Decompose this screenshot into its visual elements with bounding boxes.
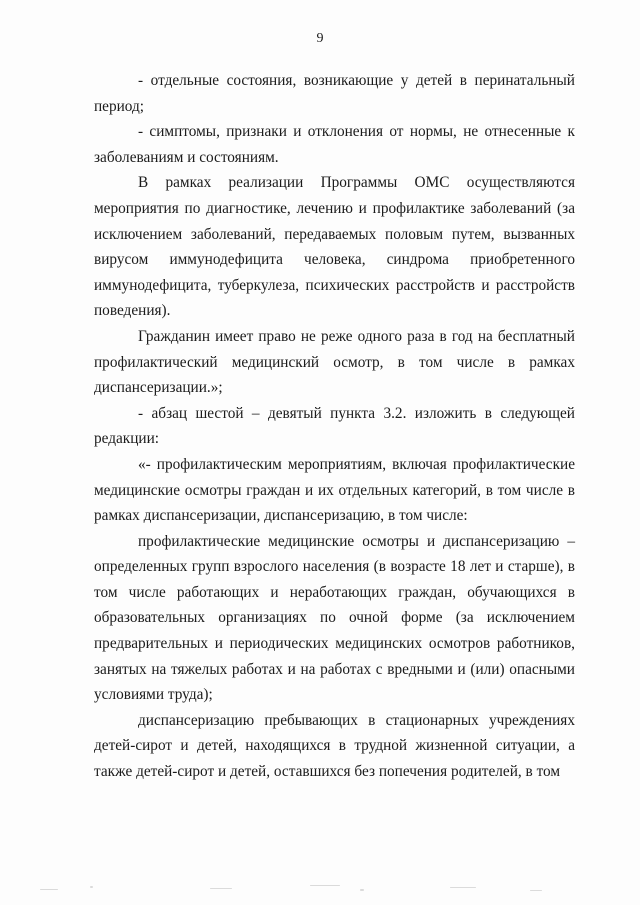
document-body [94,68,575,785]
paragraph-orphans-screening: диспансеризацию пребывающих в стационарных учреждениях детей-сирот и детей, находящихся в трудной жизненной ситуации, а также детей-сирот и детей, оставшихся без попечения родителей, в том [94,711,575,781]
paragraph-preventive-measures: «- профилактическим мероприятиям, включая профилактические медицинские осмотры граждан и их отдельных категорий, в том числе в рамках диспансеризации, диспансеризацию, в том числе: [94,455,575,525]
paragraph-perinatal: - отдельные состояния, возникающие у детей в перинатальный период; [94,72,575,115]
paragraph-oms-program: В рамках реализации Программы ОМС осуществляются мероприятия по диагностике, лечению и профилактике заболеваний (за исключением заболеваний, передаваемых половым путем, вызванных вирусом иммунодефицита человека, синдрома приобретенного иммунодефицита, туберкулеза, психических расстройств и расстройств поведения). [94,174,575,320]
paragraph-citizen-right: Гражданин имеет право не реже одного раза в год на бесплатный профилактический медицинский осмотр, в том числе в рамках диспансеризации.»; [94,327,575,397]
paragraph-adult-screening: профилактические медицинские осмотры и диспансеризацию – определенных групп взрослого населения (в возрасте 18 лет и старше), в том числе работающих и неработающих граждан, обучающихся в образовательных организациях по очной форме (за исключением предварительных и периодических медицинских осмотров работников, занятых на тяжелых работах и на работах с вредными и (или) опасными условиями труда); [94,532,575,704]
scan-artifacts [30,883,590,895]
page-number: 9 [316,31,324,46]
paragraph-amendment: - абзац шестой – девятый пункта 3.2. изложить в следующей редакции: [94,404,575,448]
paragraph-symptoms: - симптомы, признаки и отклонения от нормы, не отнесенные к заболеваниям и состояниям. [94,123,575,166]
